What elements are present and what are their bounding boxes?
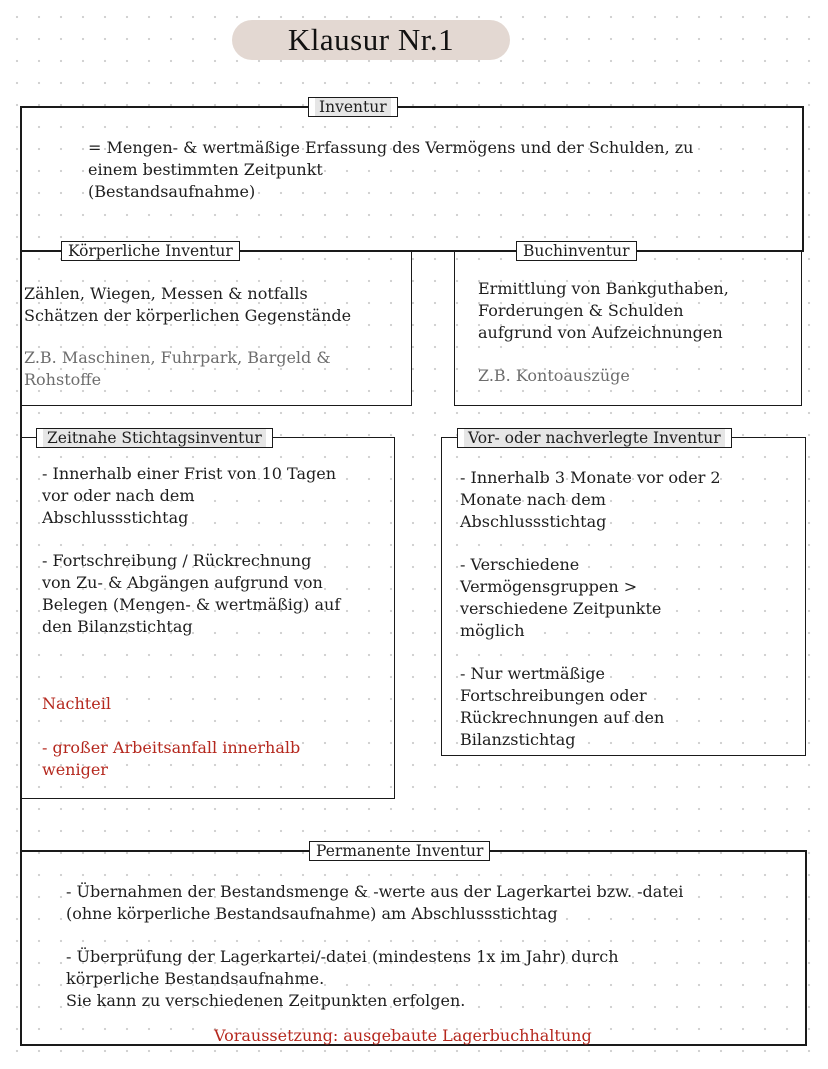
nachteil-text bbox=[42, 737, 390, 781]
verlegte-point-3 bbox=[460, 663, 800, 751]
definition-line: = Mengen- & wertmäßige Erfassung des Vermögens und der Schulden, zu bbox=[88, 138, 694, 157]
voraussetzung-text: Voraussetzung: ausgebaute Lagerbuchhaltung bbox=[214, 1026, 592, 1045]
point-line: - Übernahmen der Bestandsmenge & -werte aus der Lagerkartei bzw. -datei bbox=[66, 882, 684, 901]
point-line: - Nur wertmäßige bbox=[460, 664, 605, 683]
page-title bbox=[232, 20, 510, 60]
nachteil-line: weniger bbox=[42, 760, 108, 779]
koerperliche-text bbox=[24, 283, 408, 327]
inventur-heading bbox=[308, 97, 398, 117]
point-line: körperliche Bestandsaufnahme. bbox=[66, 969, 325, 988]
nachteil-label bbox=[42, 693, 390, 715]
example-line: Rohstoffe bbox=[24, 370, 102, 389]
definition-line: einem bestimmten Zeitpunkt bbox=[88, 160, 323, 179]
zeitnahe-heading bbox=[36, 428, 273, 448]
point-line: vor oder nach dem bbox=[42, 486, 195, 505]
text-line: aufgrund von Aufzeichnungen bbox=[478, 323, 723, 342]
point-line: von Zu- & Abgängen aufgrund von bbox=[42, 573, 323, 592]
outer-right-line bbox=[802, 106, 804, 252]
text-line: Zählen, Wiegen, Messen & notfalls bbox=[24, 284, 308, 303]
permanente-point-1 bbox=[66, 881, 801, 925]
nachteil-line: - großer Arbeitsanfall innerhalb bbox=[42, 738, 301, 757]
point-line: verschiedene Zeitpunkte bbox=[460, 599, 662, 618]
point-line: Abschlussstichtag bbox=[460, 512, 607, 531]
zeitnahe-heading-text: Zeitnahe Stichtagsinventur bbox=[43, 429, 266, 447]
point-line: Vermögensgruppen > bbox=[460, 577, 638, 596]
verlegte-heading bbox=[457, 428, 732, 448]
point-line: möglich bbox=[460, 621, 525, 640]
point-line: Abschlussstichtag bbox=[42, 508, 189, 527]
point-line: - Innerhalb einer Frist von 10 Tagen bbox=[42, 464, 337, 483]
point-line: Sie kann zu verschiedenen Zeitpunkten erfolgen. bbox=[66, 991, 466, 1010]
point-line: Rückrechnungen auf den bbox=[460, 708, 665, 727]
inventur-definition bbox=[88, 137, 778, 203]
page-title-text: Klausur Nr.1 bbox=[287, 22, 455, 57]
nachteil-label-text: Nachteil bbox=[42, 694, 111, 713]
koerperliche-example bbox=[24, 347, 408, 391]
buchinventur-example bbox=[478, 365, 798, 387]
point-line: - Innerhalb 3 Monate vor oder 2 bbox=[460, 468, 721, 487]
point-line: - Fortschreibung / Rückrechnung bbox=[42, 551, 312, 570]
koerperliche-heading-text: Körperliche Inventur bbox=[68, 242, 233, 260]
point-line: - Überprüfung der Lagerkartei/-datei (mindestens 1x im Jahr) durch bbox=[66, 947, 619, 966]
text-line: Forderungen & Schulden bbox=[478, 301, 684, 320]
outer-right-lower-line bbox=[805, 850, 807, 1045]
buchinventur-text bbox=[478, 278, 798, 344]
point-line: Belegen (Mengen- & wertmäßig) auf bbox=[42, 595, 341, 614]
point-line: den Bilanzstichtag bbox=[42, 617, 193, 636]
verlegte-point-2 bbox=[460, 554, 800, 642]
inventur-heading-text: Inventur bbox=[315, 98, 391, 116]
permanente-heading bbox=[309, 841, 490, 861]
voraussetzung bbox=[214, 1025, 714, 1047]
point-line: (ohne körperliche Bestandsaufnahme) am Abschlussstichtag bbox=[66, 904, 558, 923]
permanente-point-2 bbox=[66, 946, 801, 1012]
text-line: Ermittlung von Bankguthaben, bbox=[478, 279, 729, 298]
zeitnahe-point-1 bbox=[42, 463, 390, 529]
outer-top-line bbox=[20, 106, 804, 108]
example-line: Z.B. Maschinen, Fuhrpark, Bargeld & bbox=[24, 348, 331, 367]
verlegte-heading-text: Vor- oder nachverlegte Inventur bbox=[464, 429, 725, 447]
buchinventur-heading bbox=[516, 241, 637, 261]
point-line: Fortschreibungen oder bbox=[460, 686, 647, 705]
point-line: Bilanzstichtag bbox=[460, 730, 576, 749]
point-line: - Verschiedene bbox=[460, 555, 580, 574]
zeitnahe-point-2 bbox=[42, 550, 390, 638]
koerperliche-inventur-heading bbox=[61, 241, 240, 261]
point-line: Monate nach dem bbox=[460, 490, 606, 509]
permanente-heading-text: Permanente Inventur bbox=[316, 842, 484, 860]
example-line: Z.B. Kontoauszüge bbox=[478, 366, 630, 385]
definition-line: (Bestandsaufnahme) bbox=[88, 182, 256, 201]
verlegte-point-1 bbox=[460, 467, 800, 533]
text-line: Schätzen der körperlichen Gegenstände bbox=[24, 306, 352, 325]
buchinventur-heading-text: Buchinventur bbox=[523, 242, 630, 260]
